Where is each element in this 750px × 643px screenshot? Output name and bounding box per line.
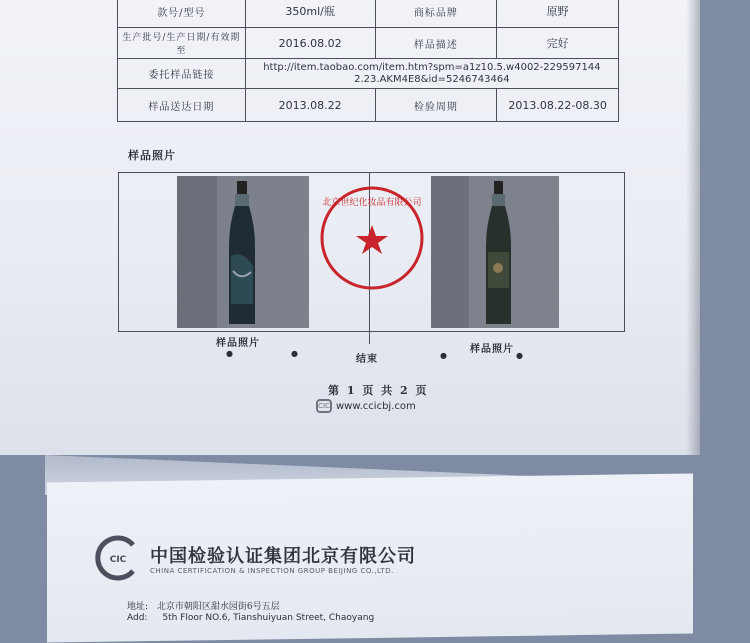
table-cell-value: 2016.08.02: [245, 28, 375, 59]
sample-photo-left: [177, 176, 309, 328]
bottle-image: [431, 176, 559, 328]
dot-marker: ●: [440, 351, 447, 360]
table-cell-label: 委托样品链接: [118, 59, 246, 89]
sample-photo-right: [431, 176, 559, 328]
table-cell-label: 款号/型号: [118, 0, 246, 28]
cic-logo-icon: [93, 535, 141, 581]
table-cell-label: 检验周期: [375, 89, 497, 122]
table-cell-label: 商标品牌: [375, 0, 497, 28]
sample-info-table: [117, 0, 619, 122]
dot-marker: ●: [291, 349, 298, 358]
footer-url: [316, 399, 416, 413]
address-cn-value: 北京市朝阳区甜水园街6号五层: [156, 602, 280, 612]
table-cell-value: 原野: [497, 0, 619, 28]
table-cell-label: 样品送达日期: [118, 89, 246, 122]
page-edge-shadow: [686, 0, 700, 455]
table-cell-value: 2013.08.22-08.30: [497, 89, 619, 122]
address-en-label: Add:: [127, 613, 148, 623]
table-cell-label: 样品描述: [375, 28, 497, 59]
official-seal-stamp: [317, 183, 427, 293]
table-cell-value: 完好: [497, 28, 619, 59]
photo-caption-right: 样品照片: [470, 344, 514, 355]
address-en-value: 5th Floor NO.6, Tianshuiyuan Street, Chaoyang: [162, 613, 375, 623]
company-name-en: CHINA CERTIFICATION & INSPECTION GROUP BEIJING CO.,LTD.: [150, 567, 394, 575]
page-number: 第 1 页 共 2 页: [328, 384, 429, 397]
cic-logo-icon: CIC: [316, 399, 332, 413]
company-name-cn: 中国检验认证集团北京有限公司: [150, 546, 416, 567]
table-cell-value: 350ml/瓶: [245, 0, 375, 28]
sample-link: http://item.taobao.com/item.htm?spm=a1z10.5.w4002-229597144 2.23.AKM4E8&id=5246743464: [245, 59, 618, 89]
address-en: [127, 613, 374, 623]
dot-marker: ●: [516, 351, 523, 360]
address-cn: [127, 599, 280, 612]
table-row: [118, 89, 619, 122]
table-row: [118, 59, 619, 89]
address-cn-label: 地址:: [127, 602, 149, 612]
table-cell-value: 2013.08.22: [245, 89, 375, 122]
table-row: [118, 28, 619, 59]
photo-caption-left: 样品照片: [216, 338, 260, 349]
end-marker-text: 结束: [356, 354, 378, 365]
table-row: [118, 0, 619, 28]
footer-url-text: www.ccicbj.com: [336, 400, 416, 412]
dot-marker: ●: [226, 349, 233, 358]
cic-logo-text: CIC: [109, 555, 127, 565]
bottle-image: [177, 176, 309, 328]
table-cell-label: 生产批号/生产日期/有效期至: [118, 28, 246, 59]
svg-text:北京世纪化妆品有限公司: 北京世纪化妆品有限公司: [322, 198, 422, 208]
photo-section-label: 样品照片: [128, 149, 176, 162]
